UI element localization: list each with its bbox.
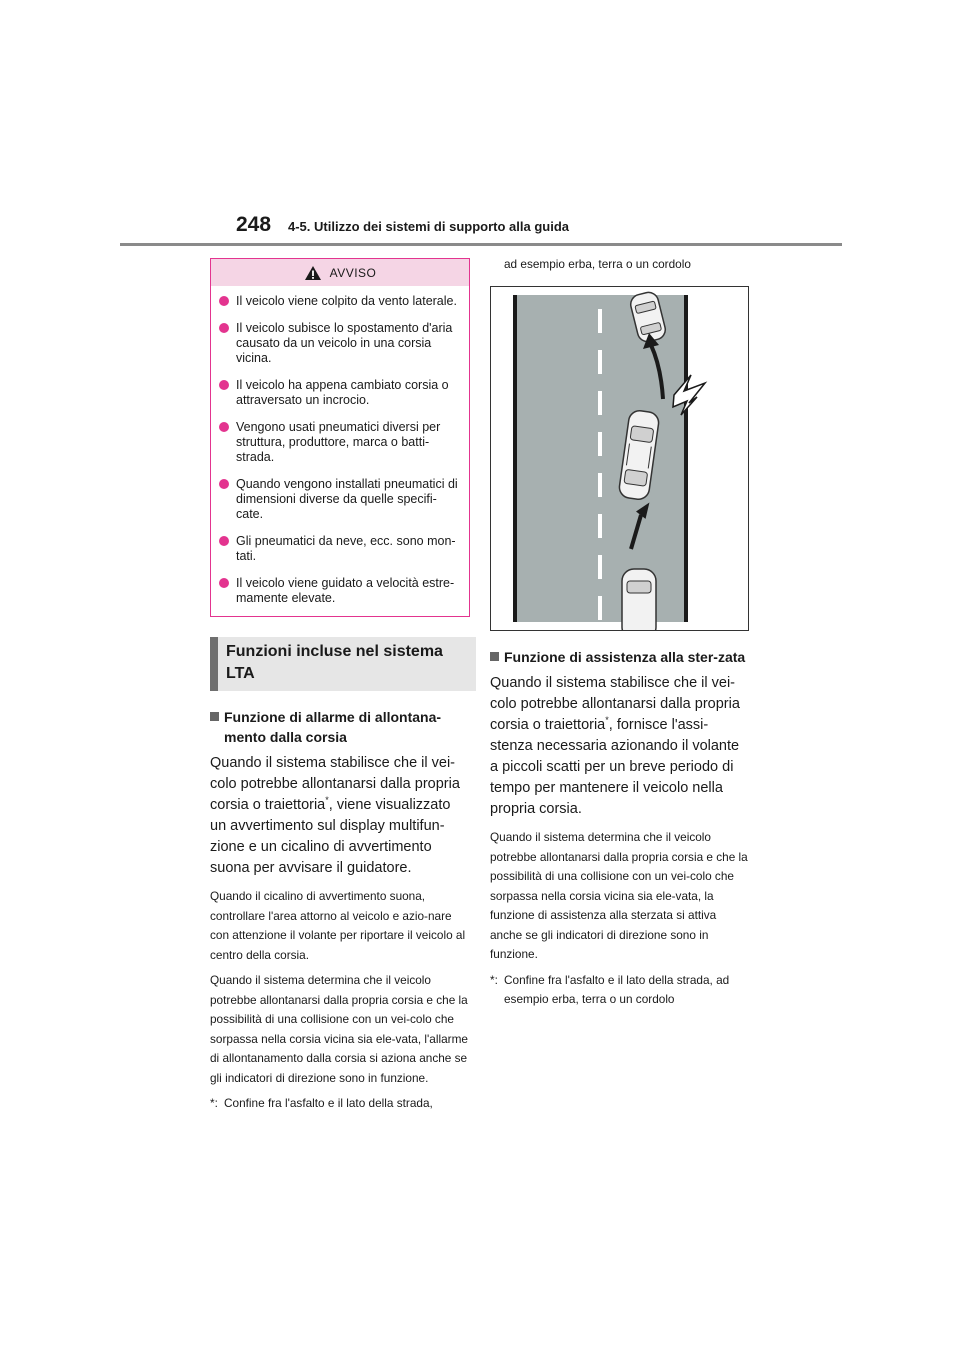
warning-box (210, 258, 470, 617)
page-number: 248 (236, 213, 272, 236)
car-bottom-icon (622, 569, 656, 630)
lane-departure-note-1: Quando il cicalino di avvertimento suona, controllare l'area attorno al veicolo e azio-nare con attenzione il volante per riportare il veicolo al centro della corsia. (210, 889, 466, 962)
bullet-icon (219, 296, 229, 306)
lane-departure-body: Quando il sistema stabilisce che il vei-colo potrebbe allontanarsi dalla propria corsia o traiettoria*, viene visualizzato un avvertimento sul display multifun-zione e un cicalino di avvertimento suona per avvisare il guidatore. (210, 755, 460, 876)
lta-section-heading: Funzioni incluse nel sistema LTA (210, 637, 476, 691)
footnote-continued: ad esempio erba, terra o un cordolo (504, 257, 691, 271)
road-edge-right (684, 295, 688, 622)
warning-header (211, 259, 469, 286)
steering-assist-note: Quando il sistema determina che il veicolo potrebbe allontanarsi dalla propria corsia e che la possibilità di una collisione con un vei-colo che sorpassa nella corsia vicina sia ele-vata, la funzione di assistenza alla sterzata si attiva anche se gli indicatori di direzione sono in funzione. (490, 830, 748, 961)
square-bullet-icon (490, 652, 499, 661)
warning-item: Gli pneumatici da neve, ecc. sono mon-tati. (219, 534, 461, 564)
section-title: 4-5. Utilizzo dei sistemi di supporto alla guida (288, 219, 569, 234)
warning-triangle-icon (304, 265, 322, 281)
header-rule (120, 243, 842, 246)
steering-assist-heading: Funzione di assistenza alla ster-zata (490, 647, 750, 667)
warning-item: Il veicolo viene guidato a velocità estre-mamente elevate. (219, 576, 461, 606)
left-column (210, 258, 470, 1114)
warning-list (211, 286, 469, 616)
square-bullet-icon (210, 712, 219, 721)
lane-departure-note-2: Quando il sistema determina che il veicolo potrebbe allontanarsi dalla propria corsia e che la possibilità di una collisione con un vei-colo che sorpassa nella corsia vicina sia ele-vata, l'allarme di allontanamento dalla corsia si aziona anche se gli indicatori di direzione sono in funzione. (210, 973, 468, 1085)
warning-item: Il veicolo ha appena cambiato corsia o attraversato un incrocio. (219, 378, 461, 408)
warning-item: Vengono usati pneumatici diversi per struttura, produttore, marca o batti-strada. (219, 420, 461, 465)
footnote: *: Confine fra l'asfalto e il lato della strada, (210, 1096, 433, 1110)
bullet-icon (219, 323, 229, 333)
road-diagram (491, 287, 748, 630)
warning-item: Il veicolo viene colpito da vento laterale. (219, 294, 461, 309)
bullet-icon (219, 578, 229, 588)
lane-assist-illustration (490, 286, 749, 631)
warning-title: AVVISO (329, 265, 377, 280)
warning-item: Quando vengono installati pneumatici di dimensioni diverse da quelle specifi-cate. (219, 477, 461, 522)
bullet-icon (219, 479, 229, 489)
lane-departure-heading: Funzione di allarme di allontana-mento dalla corsia (210, 707, 470, 747)
bullet-icon (219, 380, 229, 390)
right-column (490, 256, 750, 1010)
steering-assist-body: Quando il sistema stabilisce che il vei-colo potrebbe allontanarsi dalla propria corsia o traiettoria*, fornisce l'assi-stenza necessaria azionando il volante a piccoli scatti per un breve periodo di tempo per mantenere il veicolo nella propria corsia. (490, 675, 740, 817)
bullet-icon (219, 536, 229, 546)
warning-item: Il veicolo subisce lo spostamento d'aria causato da un veicolo in una corsia vicina. (219, 321, 461, 366)
bullet-icon (219, 422, 229, 432)
footnote: *: Confine fra l'asfalto e il lato della strada, ad esempio erba, terra o un cordolo (490, 972, 730, 1006)
road-edge-left (513, 295, 517, 622)
